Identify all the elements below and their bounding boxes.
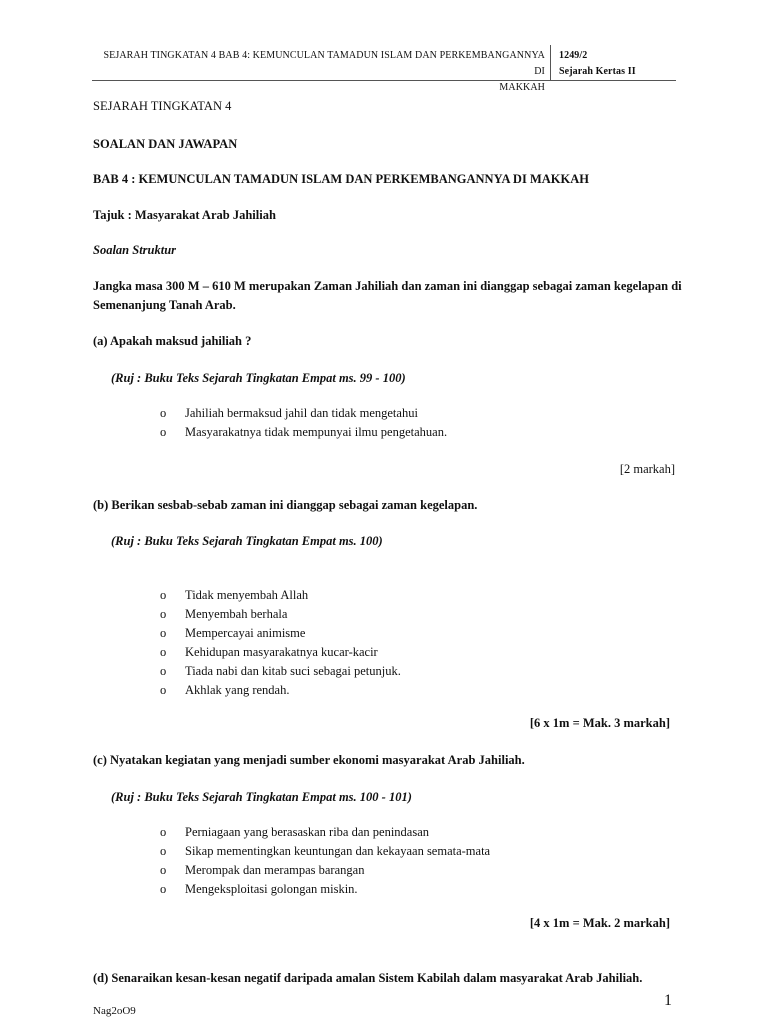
doc-type: SOALAN DAN JAWAPAN	[93, 137, 238, 151]
bullet-marker: o	[160, 626, 167, 640]
paper-name: Sejarah Kertas II	[559, 66, 636, 77]
doc-subject: SEJARAH TINGKATAN 4	[93, 99, 232, 113]
page-number: 1	[664, 992, 672, 1009]
marks-b: [6 x 1m = Mak. 3 markah]	[529, 716, 670, 730]
marks-c: [4 x 1m = Mak. 2 markah]	[529, 916, 670, 930]
bullet-marker: o	[160, 882, 167, 896]
question-b: (b) Berikan sesbab-sebab zaman ini dianggap sebagai zaman kegelapan.	[93, 498, 478, 512]
bullet-marker: o	[160, 863, 167, 877]
header-divider	[550, 45, 551, 81]
topic-title: Tajuk : Masyarakat Arab Jahiliah	[93, 208, 276, 222]
footer-code: Nag2oO9	[93, 1005, 136, 1017]
question-a: (a) Apakah maksud jahiliah ?	[93, 334, 252, 348]
bullet-marker: o	[160, 664, 167, 678]
bullet-marker: o	[160, 683, 167, 697]
intro-paragraph: Jangka masa 300 M – 610 M merupakan Zaman Jahiliah dan zaman ini dianggap sebagai zaman kegelapan di Semenanjung Tanah Arab.	[93, 279, 682, 312]
reference-b: (Ruj : Buku Teks Sejarah Tingkatan Empat ms. 100)	[111, 534, 383, 548]
header-title	[100, 48, 545, 96]
marks-a: [2 markah]	[619, 462, 675, 476]
header-paper-info	[559, 48, 679, 80]
section-title: Soalan Struktur	[93, 243, 177, 257]
reference-c: (Ruj : Buku Teks Sejarah Tingkatan Empat ms. 100 - 101)	[111, 790, 412, 804]
question-c: (c) Nyatakan kegiatan yang menjadi sumber ekonomi masyarakat Arab Jahiliah.	[93, 753, 525, 767]
reference-a: (Ruj : Buku Teks Sejarah Tingkatan Empat ms. 99 - 100)	[111, 371, 406, 385]
bullet-marker: o	[160, 825, 167, 839]
bullet-marker: o	[160, 844, 167, 858]
paper-code: 1249/2	[559, 50, 588, 61]
bullet-marker: o	[160, 425, 167, 439]
bullet-marker: o	[160, 406, 167, 420]
question-d: (d) Senaraikan kesan-kesan negatif daripada amalan Sistem Kabilah dalam masyarakat Arab Jahiliah.	[93, 971, 643, 985]
chapter-title: BAB 4 : KEMUNCULAN TAMADUN ISLAM DAN PERKEMBANGANNYA DI MAKKAH	[93, 172, 589, 186]
bullet-marker: o	[160, 588, 167, 602]
header-title-line2: MAKKAH	[499, 82, 545, 93]
header-rule	[92, 80, 676, 81]
bullet-marker: o	[160, 607, 167, 621]
bullet-marker: o	[160, 645, 167, 659]
header-title-line1: SEJARAH TINGKATAN 4 BAB 4: KEMUNCULAN TAMADUN ISLAM DAN PERKEMBANGANNYA DI	[103, 50, 545, 77]
